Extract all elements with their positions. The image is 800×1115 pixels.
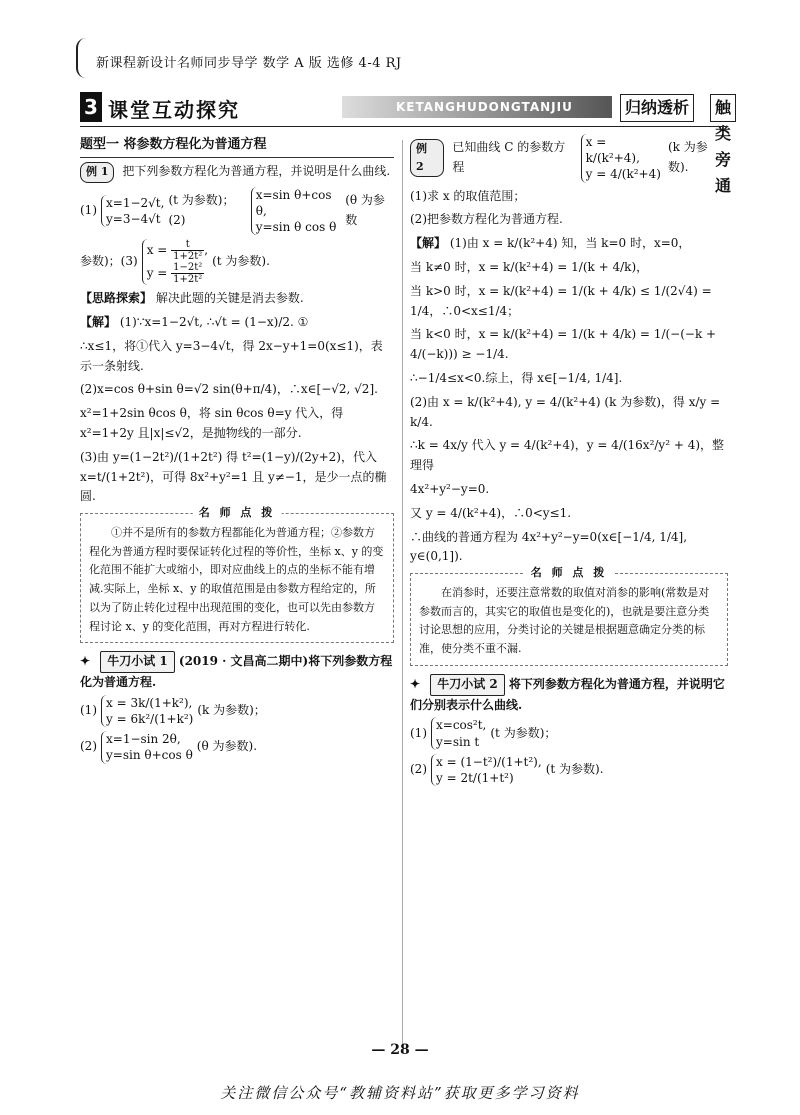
idea: 【思路探索】 解决此题的关键是消去参数. (80, 291, 304, 306)
footer-note: 关注微信公众号“教辅资料站”获取更多学习资料 (220, 1084, 580, 1102)
solution-line: 【解】 (1)由 x = k/(k²+4) 知，当 k=0 时，x=0， (410, 236, 691, 251)
example-1-parts-1-2: (1) x=1−2√t, y=3−4√t (t 为参数)；(2) x=sin θ+cos θ, y=sin θ cos θ (θ 为参数 (80, 187, 385, 234)
example-1-text: 把下列参数方程化为普通方程，并说明是什么曲线. (122, 164, 391, 179)
section-pinyin: KETANGHUDONGTANJIU (342, 96, 612, 118)
teacher-tip-box (80, 506, 394, 643)
solution-line: ∴−1/4≤x<0.综上，得 x∈[−1/4, 1/4]. (410, 370, 623, 385)
solution-line: 当 k>0 时，x = k/(k²+4) = 1/(k + 4/k) ≤ 1/(2√4) = 1/4，∴0<x≤1/4； (410, 283, 712, 318)
solution-line: ∴x≤1，将①代入 y=3−4√t，得 2x−y+1=0(x≤1)，表示一条射线. (80, 338, 383, 373)
practice-2-part-1: (1) x=cos²t, y=sin t (t 为参数)； (410, 718, 557, 749)
example-1 (80, 162, 394, 182)
solution-line: 4x²+y²−y=0. (410, 481, 490, 496)
solution-line: (3)由 y=(1−2t²)/(1+2t²) 得 t²=(1−y)/(2y+2)，代入 x=t/(1+2t²)，可得 8x²+y²=1 且 y≠−1，是少一点的椭圆. (80, 449, 387, 504)
practice-1-part-2: (2) x=1−sin 2θ, y=sin θ+cos θ (θ 为参数). (80, 732, 258, 763)
practice-2: ✦ 牛刀小试 2 将下列参数方程化为普通方程，并说明它们分别表示什么曲线. (410, 674, 728, 716)
running-header: 新课程新设计名师同步导学 数学 A 版 选修 4-4 RJ (96, 56, 402, 71)
practice-1: ✦ 牛刀小试 1 (2019 · 文昌高二期中)将下列参数方程化为普通方程. (80, 651, 394, 693)
tip-title: 名 师 点 拨 (525, 564, 614, 582)
solution-line: 当 k<0 时，x = k/(k²+4) = 1/(k + 4/k) = 1/(−(−k + 4/(−k))) ≥ −1/4. (410, 327, 717, 362)
teacher-tip-box (410, 566, 728, 666)
page-number: — 28 — (371, 1042, 429, 1058)
left-column (80, 134, 394, 768)
system-1: x=1−2√t, y=3−4√t (101, 195, 164, 227)
solution-line: 又 y = 4/(k²+4)，∴0<y≤1. (410, 505, 572, 520)
tip-text: 在消参时，还要注意常数的取值对消参的影响(常数是对参数而言的，其实它的取值也是变化的)，也就是要注意分类讨论思想的应用，分类讨论的关键是根据题意确定分类的标准，使分类不重不漏. (419, 586, 710, 656)
column-divider (402, 140, 403, 1045)
right-column (410, 134, 728, 790)
solution-line: ∴k = 4x/y 代入 y = 4/(k²+4)，y = 4/(16x²/y² + 4)，整理得 (410, 438, 725, 473)
solution-line: (2)x=cos θ+sin θ=√2 sin(θ+π/4)，∴x∈[−√2, √2]. (80, 382, 378, 397)
fraction: $\frac{\text{1−2t²}}{\text{1+2t²}}$ (173, 262, 203, 286)
practice-2-part-2: (2) x = (1−t²)/(1+t²), y = 2t/(1+t²) (t 为参数). (410, 754, 604, 786)
question-2: (2)把参数方程化为普通方程. (410, 212, 563, 227)
solution-line: 当 k≠0 时，x = k/(k²+4) = 1/(k + 4/k)， (410, 259, 649, 274)
example-2-badge: 例 2 (410, 139, 444, 177)
header-bracket (76, 38, 88, 78)
tip-title: 名 师 点 拨 (193, 504, 282, 522)
example-1-part-3: 参数)；(3) x = $\frac{t}{\text{1+2t²}}$ , y = $\frac{\text{1−2t²}}{\text{1+2t²}}$ (t 为参数). (80, 239, 270, 286)
star-icon: ✦ (80, 654, 91, 669)
example-2: 例 2 已知曲线 C 的参数方程 x = k/(k²+4), y = 4/(k²+4) (k 为参数). (410, 134, 728, 183)
star-icon: ✦ (410, 676, 421, 691)
solution-line: ∴曲线的普通方程为 4x²+y²−y=0(x∈[−1/4, 1/4], y∈(0,1]). (410, 529, 688, 564)
example-1-badge: 例 1 (80, 162, 114, 182)
question-1: (1)求 x 的取值范围； (410, 188, 526, 203)
solution-line: 【解】 (1)∵x=1−2√t, ∴√t = (1−x)/2. ① (80, 314, 309, 329)
tag-summary: 归纳透析 (620, 94, 694, 122)
system-3: x = $\frac{t}{\text{1+2t²}}$ , y = $\frac{\text{1−2t²}}{\text{1+2t²}}$ (142, 239, 208, 285)
solution-line: (2)由 x = k/(k²+4), y = 4/(k²+4) (k 为参数)，得 x/y = k/4. (410, 394, 721, 429)
example-2-system: x = k/(k²+4), y = 4/(k²+4) (581, 134, 664, 183)
tag-analogy: 触类旁通 (710, 94, 736, 122)
system-2: x=sin θ+cos θ, y=sin θ cos θ (251, 187, 341, 236)
section-title: 课堂互动探究 (108, 98, 240, 122)
practice-2-label: 牛刀小试 2 (430, 674, 505, 696)
fraction: $\frac{t}{\text{1+2t²}}$ (173, 239, 203, 263)
topic-heading: 题型一 将参数方程化为普通方程 (80, 134, 394, 158)
solution-line: x²=1+2sin θcos θ，将 sin θcos θ=y 代入，得 x²=1+2y 且|x|≤√2，是抛物线的一部分. (80, 406, 344, 440)
practice-1-label: 牛刀小试 1 (100, 651, 175, 673)
tip-text: ①并不是所有的参数方程都能化为普通方程；②参数方程化为普通方程时要保证转化过程的等价性，坐标 x、y 的变化范围不能扩大或缩小，即对应曲线上的点的坐标不能有增减.实际上，坐标 x、y 的取值范围是由参数方程给定的，所以为了防止转化过程中出现范围的变化，也可以先由参数方程讨论 x、y 的变化范围，再对方程进行转化. (89, 526, 384, 633)
practice-1-part-1: (1) x = 3k/(1+k²), y = 6k²/(1+k²) (k 为参数)； (80, 695, 266, 727)
section-number: 3 (80, 92, 102, 122)
banner-rule (80, 126, 728, 127)
